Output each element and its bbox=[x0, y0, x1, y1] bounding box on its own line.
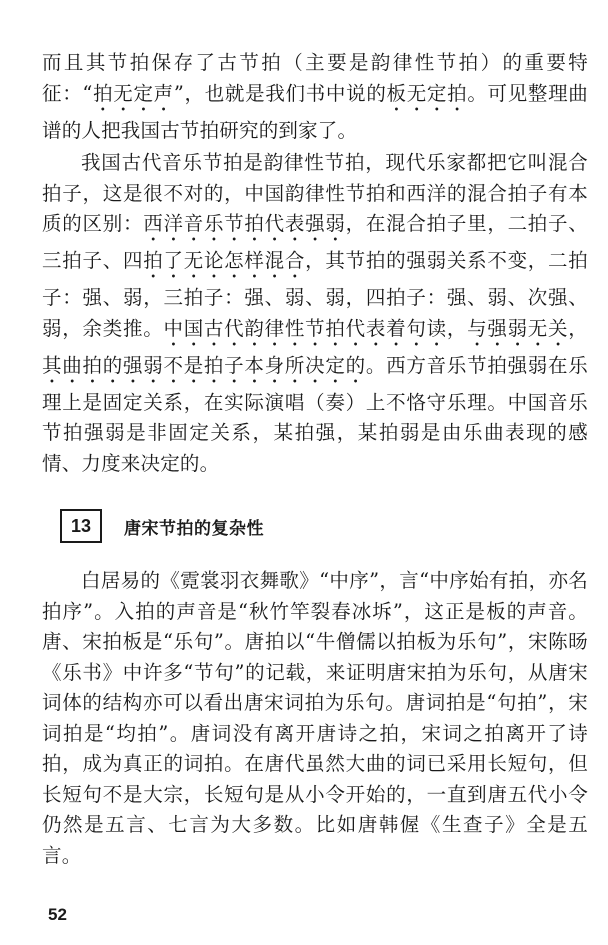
paragraph-2-text-a: 我国古代音乐节拍是韵律性节拍，现代乐家都把它叫混合拍子，这是很不对的，中国韵律性节拍和西洋的混合拍子有本质的区别： bbox=[42, 151, 588, 235]
page-number: 52 bbox=[48, 905, 67, 924]
section-heading bbox=[60, 506, 264, 546]
paragraph-2-text-e: ，其节拍的强弱关系不变，二拍子：强、弱，三拍子：强、弱、弱，四拍子：强、弱、次强、弱，余类推。 bbox=[42, 249, 588, 340]
paragraph-3: 白居易的《霓裳羽衣舞歌》“中序”，言“中序始有拍，亦名拍序”。入拍的声音是“秋竹竿裂春冰坼”，这正是板的声音。唐、宋拍板是“乐句”。唐拍以“牛僧儒以拍板为乐句”，宋陈旸《乐书》中许多“节句”的记载，来证明唐宋拍为乐句，从唐宋词体的结构亦可以看出唐宋词拍为乐句。唐词拍是“句拍”，宋词拍是“均拍”。唐词没有离开唐诗之拍，宋词之拍离开了诗拍，成为真正的词拍。在唐代虽然大曲的词已采用长短句，但长短句不是大宗，长短句是从小令开始的，一直到唐五代小令仍然是五言、七言为大多数。比如唐韩偓《生查子》全是五言。 bbox=[42, 569, 588, 867]
paragraph-1 bbox=[42, 48, 588, 146]
paragraph-1-text-a: 而且其节拍保存了古节拍（主要是韵律性节拍）的重要特征：“ bbox=[42, 51, 588, 105]
section-number-box: 13 bbox=[60, 509, 102, 543]
emphasized-phrase: 拍了无论怎样混合 bbox=[143, 249, 306, 272]
section-title: 唐宋节拍的复杂性 bbox=[124, 518, 264, 539]
emphasized-phrase: 板无定拍 bbox=[386, 81, 468, 105]
emphasized-phrase: 拍无定声 bbox=[92, 81, 174, 105]
emphasized-phrase: 西洋音乐节拍代表强弱 bbox=[143, 212, 346, 235]
paragraph-2-text-g: 。西方音乐节拍强弱在乐理上是固定关系，在实际演唱（奏）上不恪守乐理。中国音乐节拍强弱是非固定关系，某拍强，某拍弱是由乐曲表现的感情、力度来决定的。 bbox=[42, 353, 588, 475]
paragraph-2-text-c: ，在混合拍子里，二拍子、三拍子、四 bbox=[42, 212, 588, 272]
paragraph-1-text-e: 。可见整理曲谱的人把我国古节拍研究的到家了。 bbox=[42, 81, 588, 142]
paragraph-2 bbox=[42, 148, 588, 479]
emphasized-phrase: 中国古代韵律性节拍代表着句读，与强弱无关，其曲拍的强弱不是拍子本身所决定的 bbox=[42, 316, 588, 377]
paragraph-1-text-c: ”，也就是我们书中说的 bbox=[173, 81, 387, 105]
